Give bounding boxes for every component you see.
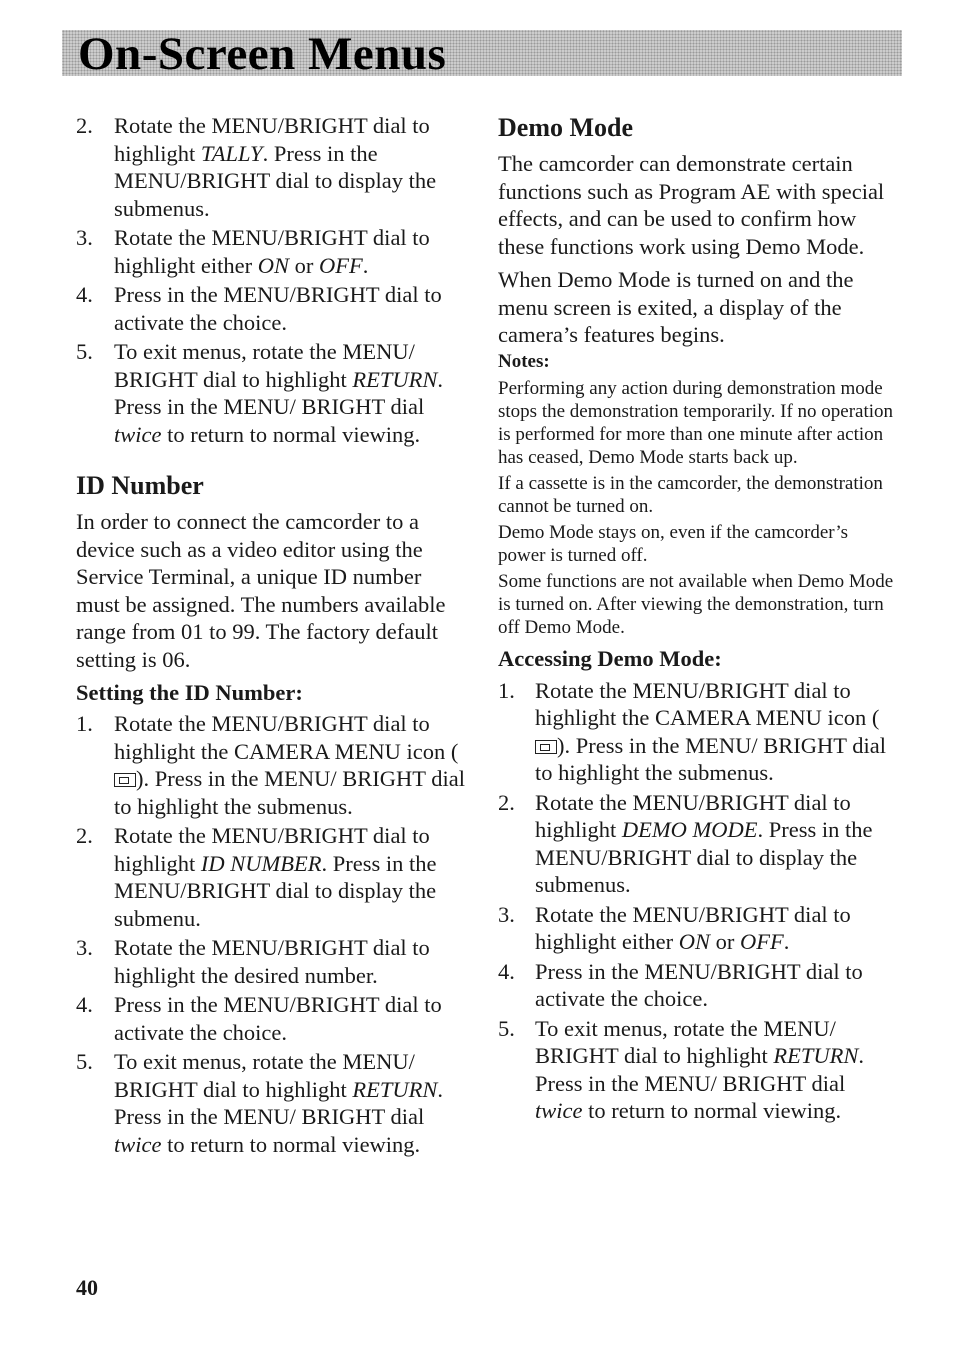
step-number: 2. — [76, 823, 93, 848]
step-number: 1. — [498, 677, 515, 703]
step-item: 3. Rotate the MENU/BRIGHT dial to highlight either ON or OFF. — [498, 901, 851, 954]
step-number: 4. — [76, 282, 93, 307]
step-number: 2. — [76, 113, 93, 138]
step-number: 1. — [76, 711, 93, 736]
notes-list — [498, 377, 898, 639]
setting-id-number-subheading: Setting the ID Number: — [76, 680, 303, 705]
step-number: 5. — [76, 339, 93, 364]
menu-term: RETURN — [352, 366, 438, 392]
demo-mode-heading: Demo Mode — [498, 113, 634, 142]
menu-term: RETURN — [773, 1043, 859, 1068]
menu-term: twice — [114, 421, 162, 447]
demo-mode-steps-list — [498, 677, 898, 1125]
step-number: 2. — [498, 789, 515, 815]
note-item: Demo Mode stays on, even if the camcorder’s power is turned off. — [498, 521, 848, 566]
page-number: 40 — [76, 1275, 98, 1300]
step-number: 3. — [76, 225, 93, 250]
menu-term: ON — [257, 252, 289, 278]
menu-term: TALLY — [200, 140, 263, 166]
step-item: 3. Rotate the MENU/BRIGHT dial to highlight either ON or OFF. — [76, 225, 430, 278]
camera-menu-icon — [535, 740, 557, 754]
step-item: 1. Rotate the MENU/BRIGHT dial to highlight the CAMERA MENU icon (). Press in the MENU/ BRIGHT dial to highlight the submenus. — [498, 677, 886, 785]
camera-menu-icon — [114, 773, 136, 787]
step-item: 4. Press in the MENU/BRIGHT dial to activate the choice. — [76, 282, 442, 335]
demo-mode-para-1: The camcorder can demonstrate certain functions such as Program AE with special effects, and can be used to confirm how these functions work using Demo Mode. — [498, 151, 885, 259]
step-number: 4. — [76, 992, 93, 1017]
step-number: 5. — [76, 1049, 93, 1074]
demo-mode-para-2: When Demo Mode is turned on and the menu screen is exited, a display of the camera’s features begins. — [498, 267, 854, 347]
step-number: 5. — [498, 1015, 515, 1041]
note-item: Some functions are not available when Demo Mode is turned on. After viewing the demonstration, turn off Demo Mode. — [498, 570, 894, 638]
step-item: 2. Rotate the MENU/BRIGHT dial to highlight TALLY. Press in the MENU/BRIGHT dial to display the submenus. — [76, 113, 437, 221]
page-title: On-Screen Menus — [78, 28, 447, 80]
step-item: 4. Press in the MENU/BRIGHT dial to activate the choice. — [76, 992, 442, 1045]
step-item: 4. Press in the MENU/BRIGHT dial to activate the choice. — [498, 958, 863, 1011]
menu-term: RETURN — [352, 1076, 438, 1102]
accessing-demo-mode-subheading: Accessing Demo Mode: — [498, 645, 722, 671]
id-number-intro: In order to connect the camcorder to a device such as a video editor using the Service Terminal, a unique ID number must be assigned. The numbers available range from 01 to 99. The factory default setting is 06. — [76, 509, 446, 672]
menu-term: ID NUMBER — [200, 850, 322, 876]
step-item: 2. Rotate the MENU/BRIGHT dial to highlight ID NUMBER. Press in the MENU/BRIGHT dial to display the submenu. — [76, 823, 437, 931]
step-item: 5. To exit menus, rotate the MENU/ BRIGHT dial to highlight RETURN. Press in the MENU/ BRIGHT dial twice to return to normal viewing. — [498, 1015, 864, 1123]
right-column — [498, 112, 898, 1127]
menu-term: OFF — [740, 929, 784, 954]
id-number-steps-list — [76, 710, 468, 1158]
header-banner — [62, 28, 902, 80]
step-item: 5. To exit menus, rotate the MENU/ BRIGHT dial to highlight RETURN. Press in the MENU/ BRIGHT dial twice to return to normal viewing. — [76, 339, 443, 447]
step-item: 3. Rotate the MENU/BRIGHT dial to highlight the desired number. — [76, 935, 430, 988]
continued-steps-list — [76, 112, 468, 448]
step-item: 2. Rotate the MENU/BRIGHT dial to highlight DEMO MODE. Press in the MENU/BRIGHT dial to display the submenus. — [498, 789, 873, 897]
note-item: If a cassette is in the camcorder, the demonstration cannot be turned on. — [498, 472, 883, 517]
note-item: Performing any action during demonstration mode stops the demonstration temporarily. If no operation is performed for more than one minute after action has ceased, Demo Mode starts back up. — [498, 377, 894, 468]
left-column — [76, 112, 468, 1160]
id-number-heading: ID Number — [76, 471, 204, 500]
step-number: 3. — [498, 901, 515, 927]
step-item: 5. To exit menus, rotate the MENU/ BRIGHT dial to highlight RETURN. Press in the MENU/ BRIGHT dial twice to return to normal viewing. — [76, 1049, 443, 1157]
step-item: 1. Rotate the MENU/BRIGHT dial to highlight the CAMERA MENU icon (). Press in the MENU/ BRIGHT dial to highlight the submenus. — [76, 711, 465, 819]
step-number: 4. — [498, 958, 515, 984]
menu-term: OFF — [319, 252, 363, 278]
notes-label: Notes: — [498, 350, 550, 372]
menu-term: DEMO MODE — [621, 817, 758, 842]
menu-term: twice — [114, 1131, 162, 1157]
menu-term: twice — [535, 1098, 583, 1123]
menu-term: ON — [678, 929, 710, 954]
step-number: 3. — [76, 935, 93, 960]
